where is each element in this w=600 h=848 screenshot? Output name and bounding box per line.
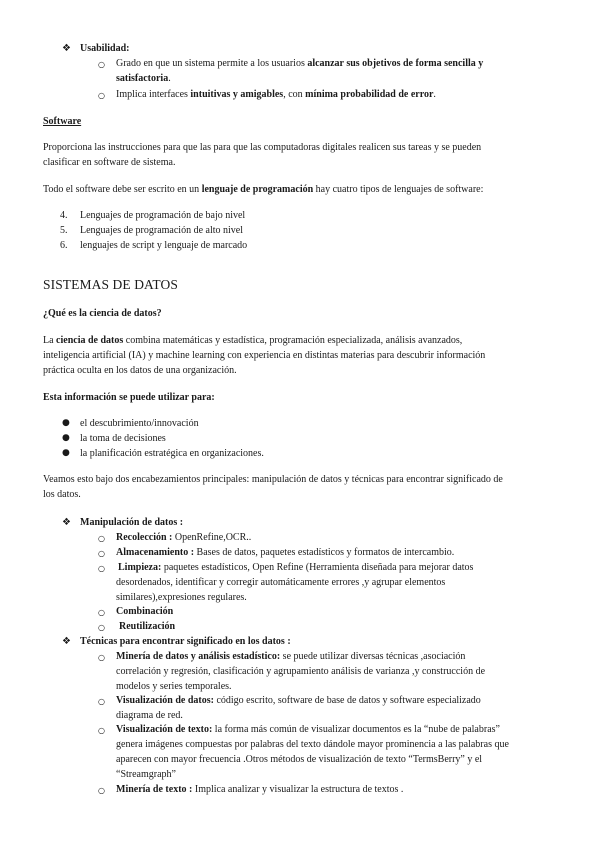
tecnicas-item-visualizacion-texto-line-3: aparecen con mayor frecuencia .Otros métodos de visualización de texto “TermsBerry” y el bbox=[116, 754, 483, 765]
dot-bullet-icon: ● bbox=[62, 448, 70, 458]
circle-bullet-icon: ○ bbox=[98, 697, 105, 706]
sistemas-de-datos-heading: SISTEMAS DE DATOS bbox=[43, 277, 178, 292]
circle-bullet-icon: ○ bbox=[98, 786, 105, 795]
ciencia-de-datos-question: ¿Qué es la ciencia de datos? bbox=[43, 308, 162, 319]
tecnicas-item-visualizacion-texto-line-1: Visualización de texto: la forma más común de visualizar documentos es la “nube de palabras” bbox=[116, 724, 500, 735]
datos-paragraph-2-line-2: los datos. bbox=[43, 489, 81, 500]
manipulacion-item-limpieza-line-3: similares),expresiones regulares. bbox=[116, 592, 247, 603]
uses-list-item: la toma de decisiones bbox=[80, 433, 166, 444]
tecnicas-item-mineria-texto: Minería de texto : Implica analizar y visualizar la estructura de textos . bbox=[116, 784, 404, 795]
circle-bullet-icon: ○ bbox=[98, 60, 105, 69]
tecnicas-item-visualizacion-texto-line-2: genera imágenes compuestas por palabras del texto dándole mayor prominencia a las palabras que bbox=[116, 739, 509, 750]
uses-list-item: la planificación estratégica en organizaciones. bbox=[80, 448, 264, 459]
usabilidad-item-2: Implica interfaces intuitivas y amigables, con mínima probabilidad de error. bbox=[116, 89, 436, 100]
usabilidad-heading: Usabilidad: bbox=[80, 43, 130, 54]
software-list-item: Lenguajes de programación de bajo nivel bbox=[80, 210, 246, 221]
software-paragraph-2: Todo el software debe ser escrito en un lenguaje de programación hay cuatro tipos de lenguajes de software: bbox=[43, 184, 484, 195]
software-heading: Software bbox=[43, 116, 82, 127]
tecnicas-item-visualizacion-datos-line-2: diagrama de red. bbox=[116, 710, 183, 721]
circle-bullet-icon: ○ bbox=[98, 549, 105, 558]
datos-paragraph-2-line-1: Veamos esto bajo dos encabezamientos principales: manipulación de datos y técnicas para encontrar significado de bbox=[43, 474, 503, 485]
uses-heading: Esta información se puede utilizar para: bbox=[43, 392, 215, 403]
datos-paragraph-1-line-1: La ciencia de datos combina matemáticas y estadística, programación especializada, análisis avanzados, bbox=[43, 335, 463, 346]
tecnicas-item-mineria-datos-line-1: Minería de datos y análisis estadístico: se puede utilizar diversas técnicas ,asociación bbox=[116, 651, 466, 662]
manipulacion-item-recoleccion: Recolección : OpenRefine,OCR.. bbox=[116, 532, 252, 543]
datos-paragraph-1-line-2: inteligencia artificial (IA) y machine learning con experiencia en distintas materias para descubrir información bbox=[43, 350, 486, 361]
circle-bullet-icon: ○ bbox=[98, 653, 105, 662]
tecnicas-item-mineria-datos-line-2: correlación y regresión, clasificación y agrupamiento análisis de varianza ,y construcción de bbox=[116, 666, 486, 677]
software-paragraph-1-line-2: clasificar en software de sistema. bbox=[43, 157, 176, 168]
dot-bullet-icon: ● bbox=[62, 418, 70, 428]
manipulacion-item-reutilizacion: Reutilización bbox=[119, 621, 176, 632]
usabilidad-item-1-line-2: satisfactoria. bbox=[116, 73, 171, 84]
software-list-number: 4. bbox=[60, 210, 68, 221]
tecnicas-item-visualizacion-texto-line-4: “Streamgraph” bbox=[116, 769, 176, 780]
tecnicas-item-mineria-datos-line-3: modelos y series temporales. bbox=[116, 681, 232, 692]
software-list-item: Lenguajes de programación de alto nivel bbox=[80, 225, 243, 236]
diamond-bullet-icon: ❖ bbox=[62, 43, 71, 54]
manipulacion-item-almacenamiento: Almacenamiento : Bases de datos, paquetes estadísticos y formatos de intercambio. bbox=[116, 547, 455, 558]
software-list-number: 6. bbox=[60, 240, 68, 251]
dot-bullet-icon: ● bbox=[62, 433, 70, 443]
software-list-item: lenguajes de script y lenguaje de marcado bbox=[80, 240, 248, 251]
diamond-bullet-icon: ❖ bbox=[62, 517, 71, 528]
diamond-bullet-icon: ❖ bbox=[62, 636, 71, 647]
tecnicas-item-visualizacion-datos-line-1: Visualización de datos: código escrito, software de base de datos y software especializado bbox=[116, 695, 481, 706]
circle-bullet-icon: ○ bbox=[98, 534, 105, 543]
circle-bullet-icon: ○ bbox=[98, 564, 105, 573]
manipulacion-item-limpieza-line-1: Limpieza: paquetes estadísticos, Open Refine (Herramienta diseñada para mejorar datos bbox=[118, 562, 474, 573]
manipulacion-item-combinacion: Combinación bbox=[116, 606, 174, 617]
circle-bullet-icon: ○ bbox=[98, 623, 105, 632]
tecnicas-heading: Técnicas para encontrar significado en los datos : bbox=[80, 636, 291, 647]
software-list-number: 5. bbox=[60, 225, 68, 236]
circle-bullet-icon: ○ bbox=[98, 726, 105, 735]
manipulacion-heading: Manipulación de datos : bbox=[80, 517, 184, 528]
circle-bullet-icon: ○ bbox=[98, 608, 105, 617]
uses-list-item: el descubrimiento/innovación bbox=[80, 418, 199, 429]
circle-bullet-icon: ○ bbox=[98, 91, 105, 100]
usabilidad-item-1-line-1: Grado en que un sistema permite a los usuarios alcanzar sus objetivos de forma sencilla y bbox=[116, 58, 484, 69]
software-paragraph-1-line-1: Proporciona las instrucciones para que las para que las computadoras digitales realicen sus tareas y se pueden bbox=[43, 142, 482, 153]
datos-paragraph-1-line-3: práctica oculta en los datos de una organización. bbox=[43, 365, 237, 376]
manipulacion-item-limpieza-line-2: desordenados, identificar y corregir automáticamente errores ,y agrupar elementos bbox=[116, 577, 446, 588]
